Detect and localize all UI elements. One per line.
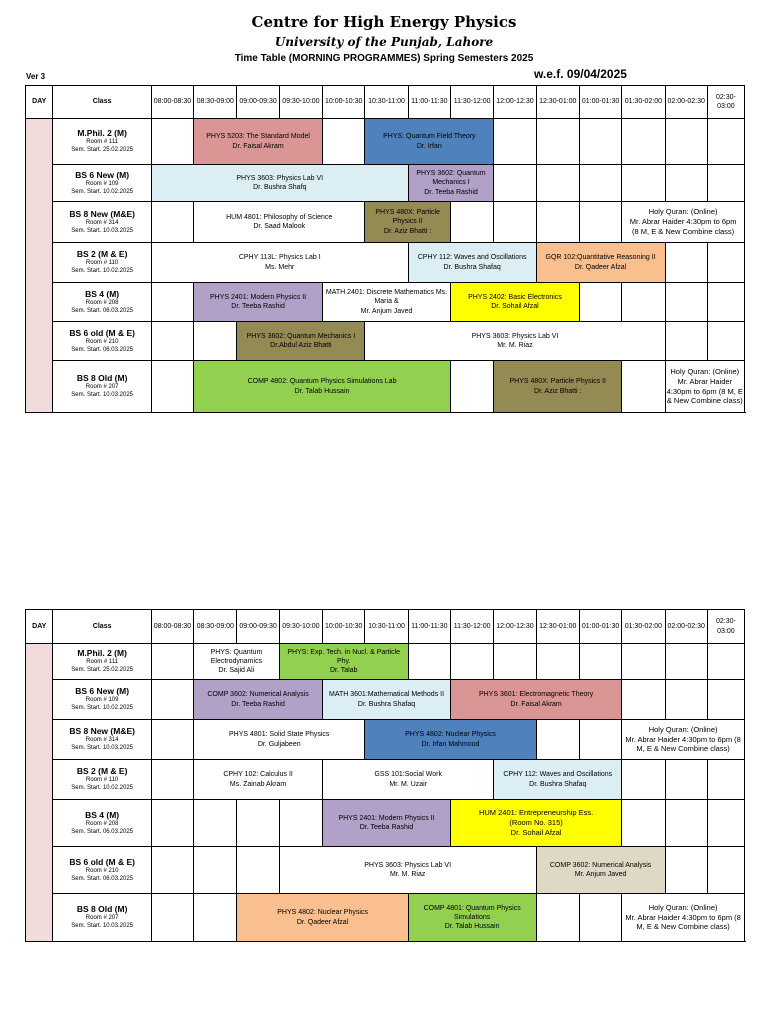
empty-slot [151,720,193,760]
course-slot: PHYS: Quantum Field Theory Dr. Irfan [365,119,494,165]
empty-slot [707,680,744,720]
empty-slot [237,800,279,847]
empty-slot [194,800,237,847]
empty-slot [151,202,193,243]
empty-slot [665,243,707,283]
slot-header: 10:00-10:30 [323,86,365,119]
empty-slot [536,644,579,680]
course-slot: CPHY 113L: Physics Lab I Ms. Mehr [151,243,408,283]
slot-header: 09:30-10:00 [279,610,322,644]
empty-slot [579,119,621,165]
course-slot: Holy Quran: (Online) Mr. Abrar Haider 4:30pm to 6pm (8 M, E & New Combine class) [665,361,744,413]
class-cell: BS 4 (M) Room # 208 Sem. Start. 06.03.2025 [53,800,151,847]
empty-slot [622,119,665,165]
course-slot: PHYS 3603: Physics Lab VI Dr. Bushra Shafq [151,165,408,202]
course-slot: CPHY 102: Calculus II Ms. Zainab Akram [194,760,323,800]
slot-header: 02:30-03:00 [707,610,744,644]
empty-slot [494,644,536,680]
empty-slot [536,165,579,202]
table-row [26,361,745,413]
course-slot: HUM 2401: Entrepreneurship Ess. (Room No. 315) Dr. Sohail Afzal [450,800,621,847]
table-row [26,720,745,760]
empty-slot [579,894,621,942]
slot-header: 09:30-10:00 [279,86,322,119]
course-slot: PHYS 4802: Nuclear Physics Dr. Irfan Mahmood [365,720,536,760]
course-slot: Holy Quran: (Online) Mr. Abrar Haider 4:30pm to 6pm (8 M, E & New Combine class) [622,202,745,243]
table-row [26,283,745,322]
empty-slot [194,847,237,894]
slot-header: 10:30-11:00 [365,610,408,644]
header-row [26,86,745,119]
slot-header: 02:00-02:30 [665,86,707,119]
table-row [26,644,745,680]
class-cell: BS 8 Old (M) Room # 207 Sem. Start. 10.03.2025 [53,894,151,942]
empty-slot [707,644,744,680]
slot-header: 01:00-01:30 [579,86,621,119]
course-slot: PHYS 4802: Nuclear Physics Dr. Qadeer Afzal [237,894,408,942]
slot-header: 08:30-09:00 [194,86,237,119]
course-slot: CPHY 112: Waves and Oscillations Dr. Bushra Shafaq [494,760,622,800]
page-title: Centre for High Energy Physics [251,13,517,31]
class-cell: BS 6 old (M & E) Room # 210 Sem. Start. 06.03.2025 [53,322,151,361]
class-cell: BS 8 New (M&E) Room # 314 Sem. Start. 10.03.2025 [53,202,151,243]
course-slot: COMP 3602: Numerical Analysis Dr. Teeba Rashid [194,680,323,720]
day-header: DAY [26,610,53,644]
empty-slot [707,243,744,283]
table-row [26,165,745,202]
slot-header: 09:00-09:30 [237,86,279,119]
slot-header: 09:00-09:30 [237,610,279,644]
class-cell: BS 4 (M) Room # 208 Sem. Start. 06.03.2025 [53,283,151,322]
empty-slot [579,720,621,760]
course-slot: GSS 101:Social Work Mr. M. Uzair [323,760,494,800]
table-row [26,202,745,243]
day-header: DAY [26,86,53,119]
empty-slot [536,119,579,165]
slot-header: 12:30-01:00 [536,86,579,119]
course-slot: PHYS 3601: Electromagnetic Theory Dr. Faisal Akram [450,680,621,720]
slot-header: 11:00-11:30 [408,86,450,119]
slot-header: 12:00-12:30 [494,86,536,119]
day-cell [26,644,53,942]
slot-header: 11:30-12:00 [450,610,493,644]
slot-header: 12:00-12:30 [494,610,536,644]
course-slot: PHYS 480X: Particle Physics II Dr. Aziz Bhatti : [494,361,622,413]
timetable-1 [25,85,745,413]
header-row [26,610,745,644]
class-cell: BS 6 New (M) Room # 109 Sem. Start. 10.02.2025 [53,680,151,720]
empty-slot [194,894,237,942]
slot-header: 12:30-01:00 [536,610,579,644]
table-row [26,894,745,942]
empty-slot [323,119,365,165]
timetable-subtitle: Time Table (MORNING PROGRAMMES) Spring Semesters 2025 [234,53,534,64]
course-slot: Holy Quran: (Online) Mr. Abrar Haider 4:30pm to 6pm (8 M, E & New Combine class) [622,894,745,942]
table-row [26,243,745,283]
slot-header: 10:00-10:30 [323,610,365,644]
class-cell: BS 6 New (M) Room # 109 Sem. Start. 10.02.2025 [53,165,151,202]
empty-slot [665,283,707,322]
empty-slot [665,165,707,202]
slot-header: 10:30-11:00 [365,86,408,119]
course-slot: Holy Quran: (Online) Mr. Abrar Haider 4:30pm to 6pm (8 M, E & New Combine class) [622,720,745,760]
empty-slot [151,361,193,413]
empty-slot [665,119,707,165]
empty-slot [194,322,237,361]
empty-slot [151,283,193,322]
empty-slot [665,644,707,680]
course-slot: PHYS 3602: Quantum Mechanics I Dr.Abdul Aziz Bhatti [237,322,365,361]
slot-header: 01:30-02:00 [622,86,665,119]
class-cell: BS 8 New (M&E) Room # 314 Sem. Start. 10.03.2025 [53,720,151,760]
course-slot: PHYS 3603: Physics Lab VI Mr. M. Riaz [279,847,536,894]
slot-header: 02:00-02:30 [665,610,707,644]
course-slot: PHYS: Exp. Tech. in Nucl. & Particle Phy. Dr. Talab [279,644,408,680]
empty-slot [151,322,193,361]
empty-slot [151,894,193,942]
empty-slot [494,202,536,243]
effective-date: w.e.f. 09/04/2025 [534,67,627,81]
empty-slot [151,847,193,894]
slot-header: 01:30-02:00 [622,610,665,644]
table-row [26,322,745,361]
slot-header: 08:00-08:30 [151,86,193,119]
class-cell: BS 2 (M & E) Room # 110 Sem. Start. 10.02.2025 [53,760,151,800]
course-slot: HUM 4801: Philosophy of Science Dr. Saad Malook [194,202,365,243]
empty-slot [707,800,744,847]
empty-slot [707,322,744,361]
university-name: University of the Punjab, Lahore [274,35,494,49]
course-slot: PHYS 480X: Particle Physics II Dr. Aziz Bhatti : [365,202,451,243]
table-row [26,800,745,847]
empty-slot [707,165,744,202]
table-row [26,760,745,800]
empty-slot [622,680,665,720]
empty-slot [151,760,193,800]
class-header: Class [53,86,151,119]
course-slot: COMP 3602: Numerical Analysis Mr. Anjum Javed [536,847,665,894]
course-slot: PHYS 2402: Basic Electronics Dr. Sohail Afzal [450,283,579,322]
empty-slot [665,322,707,361]
class-cell: BS 6 old (M & E) Room # 210 Sem. Start. 06.03.2025 [53,847,151,894]
empty-slot [450,644,493,680]
course-slot: PHYS 3603: Physics Lab VI Mr. M. Riaz [365,322,665,361]
course-slot: CPHY 112: Waves and Oscillations Dr. Bushra Shafaq [408,243,536,283]
empty-slot [622,760,665,800]
empty-slot [536,894,579,942]
slot-header: 11:30-12:00 [450,86,493,119]
empty-slot [707,119,744,165]
slot-header: 02:30-03:00 [707,86,744,119]
empty-slot [622,800,665,847]
course-slot: PHYS: Quantum Electrodynamics Dr. Sajid Ali [194,644,280,680]
empty-slot [665,680,707,720]
empty-slot [665,760,707,800]
empty-slot [622,361,665,413]
empty-slot [494,165,536,202]
table-row [26,680,745,720]
class-cell: BS 2 (M & E) Room # 110 Sem. Start. 10.02.2025 [53,243,151,283]
empty-slot [622,283,665,322]
empty-slot [408,644,450,680]
class-cell: BS 8 Old (M) Room # 207 Sem. Start. 10.03.2025 [53,361,151,413]
empty-slot [622,644,665,680]
table-row [26,847,745,894]
course-slot: GQR 102:Quantitative Reasoning II Dr. Qadeer Afzal [536,243,665,283]
empty-slot [151,644,193,680]
empty-slot [579,644,621,680]
course-slot: MATH 3601:Mathematical Methods II Dr. Bushra Shafaq [323,680,451,720]
empty-slot [237,847,279,894]
slot-header: 01:00-01:30 [579,610,621,644]
empty-slot [579,165,621,202]
empty-slot [450,202,493,243]
course-slot: PHYS 2401: Modern Physics II Dr. Teeba Rashid [323,800,451,847]
empty-slot [622,165,665,202]
class-cell: M.Phil. 2 (M) Room # 111 Sem. Start. 25.02.2025 [53,119,151,165]
empty-slot [151,800,193,847]
course-slot: MATH 2401: Discrete Mathematics Ms. Maria & Mr. Anjum Javed [323,283,451,322]
slot-header: 11:00-11:30 [408,610,450,644]
class-header: Class [53,610,151,644]
course-slot: PHYS 5203: The Standard Model Dr. Faisal Akram [194,119,323,165]
course-slot: PHYS 3602: Quantum Mechanics I Dr. Teeba Rashid [408,165,494,202]
empty-slot [665,800,707,847]
timetable-2 [25,609,745,942]
version-label: Ver 3 [26,72,46,81]
course-slot: PHYS 2401: Modern Physics II Dr. Teeba Rashid [194,283,323,322]
class-cell: M.Phil. 2 (M) Room # 111 Sem. Start. 25.02.2025 [53,644,151,680]
empty-slot [665,847,707,894]
empty-slot [151,119,193,165]
slot-header: 08:00-08:30 [151,610,193,644]
course-slot: COMP 4802: Quantum Physics Simulations Lab Dr. Talab Hussain [194,361,451,413]
empty-slot [279,800,322,847]
empty-slot [450,361,493,413]
empty-slot [707,283,744,322]
day-cell [26,119,53,413]
course-slot: PHYS 4801: Solid State Physics Dr. Guljabeen [194,720,365,760]
empty-slot [579,283,621,322]
course-slot: COMP 4801: Quantum Physics Simulations Dr. Talab Hussain [408,894,536,942]
empty-slot [151,680,193,720]
table-row [26,119,745,165]
empty-slot [707,760,744,800]
empty-slot [579,202,621,243]
slot-header: 08:30-09:00 [194,610,237,644]
empty-slot [707,847,744,894]
empty-slot [536,720,579,760]
empty-slot [536,202,579,243]
empty-slot [494,119,536,165]
